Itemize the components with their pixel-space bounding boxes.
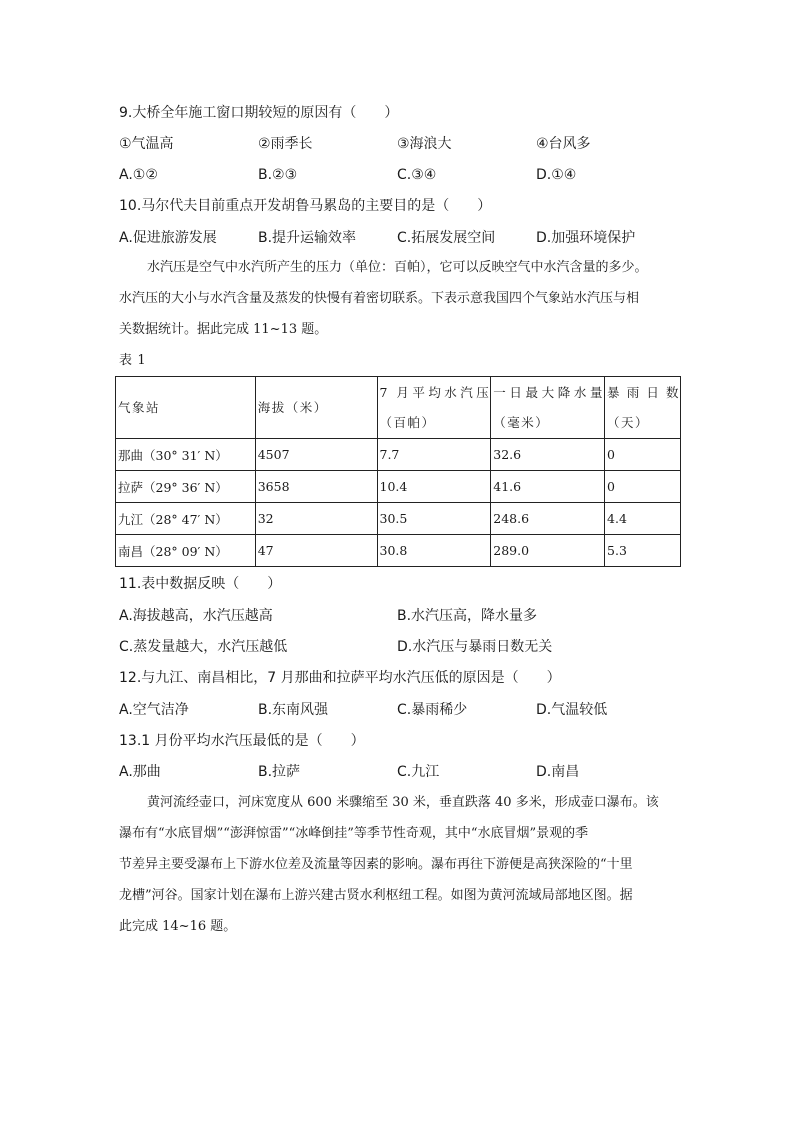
passage-2-line-3: 节差异主要受瀑布上下游水位差及流量等因素的影响。瀑布再往下游便是高狭深险的“十里 xyxy=(119,857,633,872)
cell-vapor-pressure: 7.7 xyxy=(377,439,491,471)
q10-choice-c: C.拓展发展空间 xyxy=(397,230,496,246)
q11-choice-a: A.海拔越高，水汽压越高 xyxy=(119,608,273,624)
passage-1-line-3: 关数据统计。据此完成 11~13 题。 xyxy=(119,322,328,337)
q11-choice-b: B.水汽压高，降水量多 xyxy=(397,608,538,624)
q9-choice-b: B.②③ xyxy=(258,167,298,183)
header-july-vapor-pressure: 7 月平均水汽压 （百帕） xyxy=(377,377,491,439)
passage-2-line-2: 瀑布有“水底冒烟”“澎湃惊雷”“冰峰倒挂”等季节性奇观，其中“水底冒烟”景观的季 xyxy=(119,826,589,841)
q9-choice-c: C.③④ xyxy=(397,167,437,183)
header-max-daily-precipitation: 一日最大降水量 （毫米） xyxy=(491,377,605,439)
question-10-stem: 10.马尔代夫目前重点开发胡鲁马累岛的主要目的是（ ） xyxy=(119,198,492,214)
q10-choice-a: A.促进旅游发展 xyxy=(119,230,217,246)
cell-altitude: 4507 xyxy=(255,439,377,471)
cell-station: 九江（28° 47′ N） xyxy=(116,503,256,535)
table-row xyxy=(116,439,681,471)
cell-vapor-pressure: 30.5 xyxy=(377,503,491,535)
cell-station: 那曲（30° 31′ N） xyxy=(116,439,256,471)
cell-altitude: 47 xyxy=(255,535,377,567)
q13-choice-d: D.南昌 xyxy=(536,764,580,780)
passage-2-line-4: 龙槽”河谷。国家计划在瀑布上游兴建古贤水利枢纽工程。如图为黄河流域局部地区图。据 xyxy=(119,888,633,903)
table-row xyxy=(116,471,681,503)
q13-choice-a: A.那曲 xyxy=(119,764,161,780)
q13-choice-c: C.九江 xyxy=(397,764,440,780)
cell-station: 南昌（28° 09′ N） xyxy=(116,535,256,567)
q12-choice-a: A.空气洁净 xyxy=(119,702,189,718)
q12-choice-c: C.暴雨稀少 xyxy=(397,702,468,718)
cell-altitude: 3658 xyxy=(255,471,377,503)
passage-1-line-1: 水汽压是空气中水汽所产生的压力（单位：百帕），它可以反映空气中水汽含量的多少。 xyxy=(147,260,648,275)
cell-rainstorm-days: 0 xyxy=(605,439,681,471)
passage-2-line-5: 此完成 14~16 题。 xyxy=(119,919,237,934)
cell-rainstorm-days: 0 xyxy=(605,471,681,503)
cell-rainstorm-days: 5.3 xyxy=(605,535,681,567)
cell-rainstorm-days: 4.4 xyxy=(605,503,681,535)
table-row xyxy=(116,535,681,567)
cell-station: 拉萨（29° 36′ N） xyxy=(116,471,256,503)
question-13-stem: 13.1 月份平均水汽压最低的是（ ） xyxy=(119,733,365,749)
cell-vapor-pressure: 10.4 xyxy=(377,471,491,503)
q10-choice-d: D.加强环境保护 xyxy=(536,230,636,246)
q12-choice-b: B.东南风强 xyxy=(258,702,329,718)
passage-1-line-2: 水汽压的大小与水汽含量及蒸发的快慢有着密切联系。下表示意我国四个气象站水汽压与相 xyxy=(119,291,640,306)
table-caption: 表 1 xyxy=(119,353,147,368)
table-row xyxy=(116,503,681,535)
question-9-stem: 9.大桥全年施工窗口期较短的原因有（ ） xyxy=(119,105,399,121)
cell-max-precipitation: 32.6 xyxy=(491,439,605,471)
q13-choice-b: B.拉萨 xyxy=(258,764,301,780)
cell-max-precipitation: 41.6 xyxy=(491,471,605,503)
q11-choice-c: C.蒸发量越大，水汽压越低 xyxy=(119,639,288,655)
weather-station-table xyxy=(115,376,681,567)
q9-item-4: ④台风多 xyxy=(536,136,591,152)
passage-hukou-waterfall xyxy=(119,787,679,942)
header-rainstorm-days: 暴雨日数 （天） xyxy=(605,377,681,439)
cell-vapor-pressure: 30.8 xyxy=(377,535,491,567)
table-header-row xyxy=(116,377,681,439)
q12-choice-d: D.气温较低 xyxy=(536,702,608,718)
q9-item-3: ③海浪大 xyxy=(397,136,452,152)
question-11-stem: 11.表中数据反映（ ） xyxy=(119,576,282,592)
header-altitude: 海拔（米） xyxy=(255,377,377,439)
passage-2-line-1: 黄河流经壶口，河床宽度从 600 米骤缩至 30 米，垂直跌落 40 多米，形成壶口瀑布。该 xyxy=(147,795,659,810)
header-station: 气象站 xyxy=(116,377,256,439)
cell-altitude: 32 xyxy=(255,503,377,535)
question-12-stem: 12.与九江、南昌相比，7 月那曲和拉萨平均水汽压低的原因是（ ） xyxy=(119,670,561,686)
q9-item-2: ②雨季长 xyxy=(258,136,313,152)
q11-choice-d: D.水汽压与暴雨日数无关 xyxy=(397,639,553,655)
q9-item-1: ①气温高 xyxy=(119,136,174,152)
cell-max-precipitation: 289.0 xyxy=(491,535,605,567)
cell-max-precipitation: 248.6 xyxy=(491,503,605,535)
q9-choice-a: A.①② xyxy=(119,167,158,183)
passage-water-vapor xyxy=(119,252,679,345)
q10-choice-b: B.提升运输效率 xyxy=(258,230,357,246)
q9-choice-d: D.①④ xyxy=(536,167,577,183)
